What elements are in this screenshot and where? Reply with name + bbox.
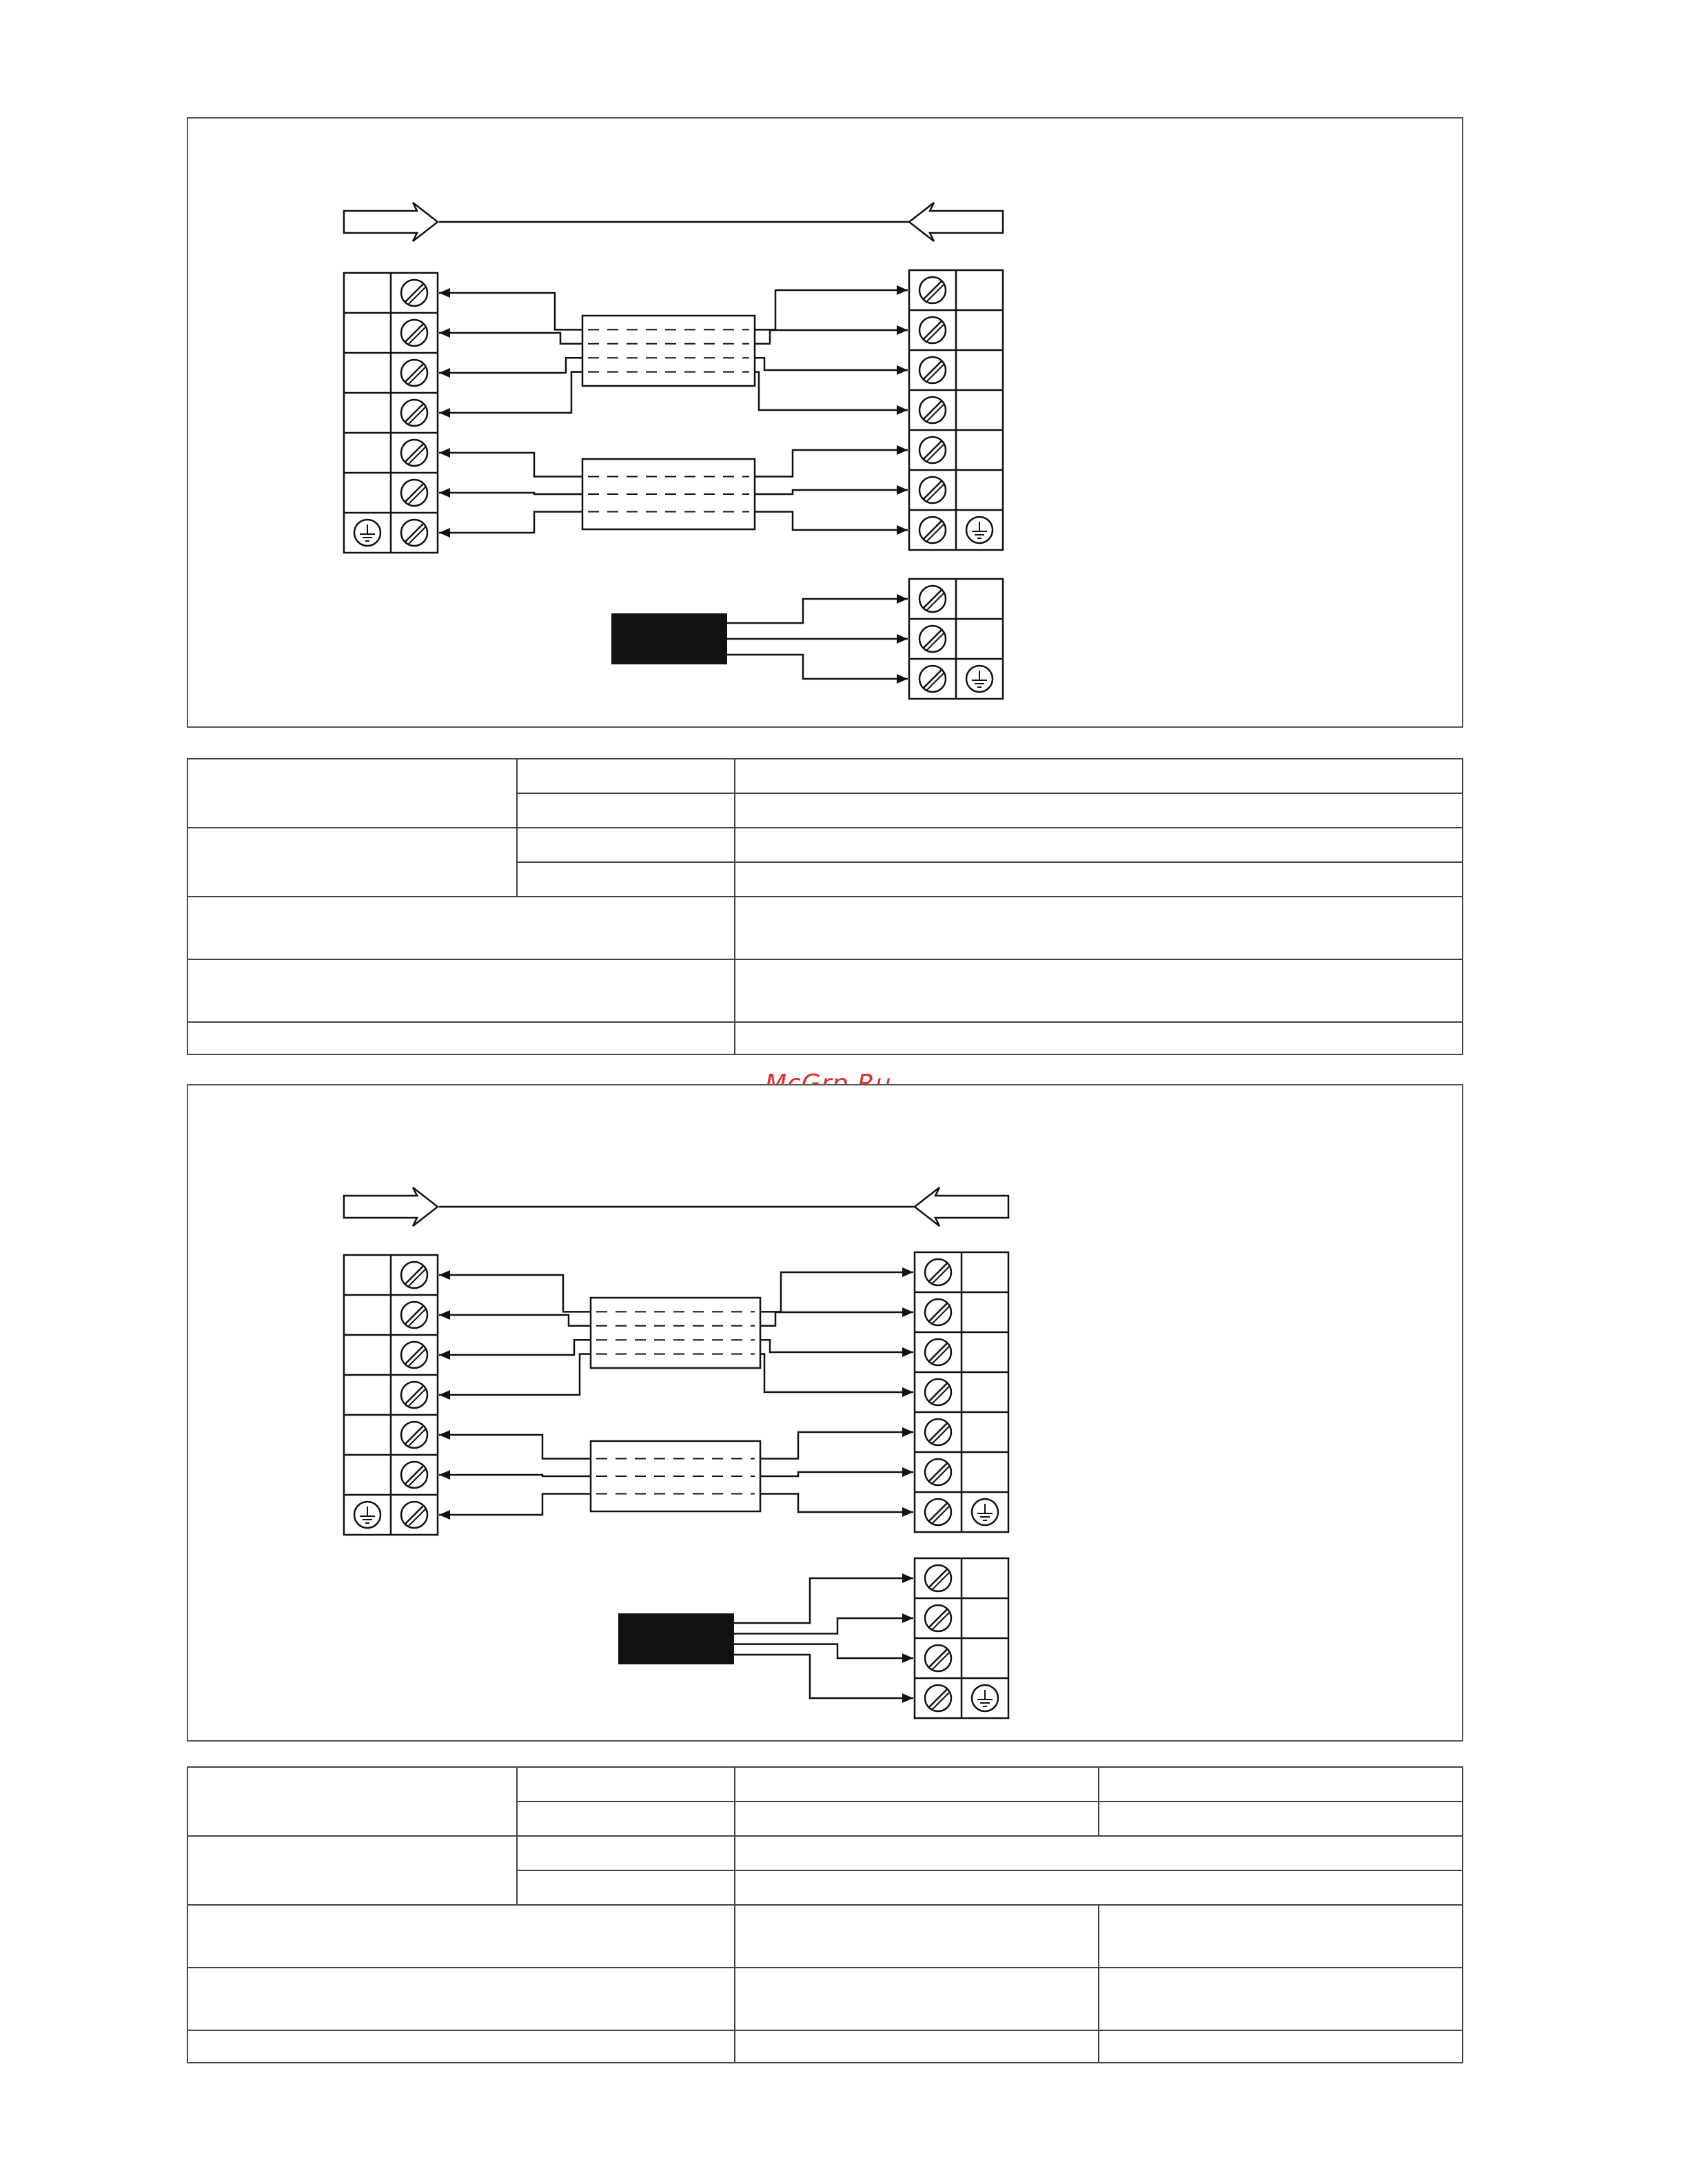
table-cell (517, 1870, 735, 1905)
power-device-block (611, 613, 727, 664)
arrow-head (897, 365, 908, 375)
wire (439, 512, 582, 533)
table-row (187, 959, 1463, 1022)
wire (760, 1432, 913, 1459)
wire (755, 512, 908, 531)
table-cell (1099, 1905, 1463, 1968)
wire (439, 493, 582, 494)
arrow-head (897, 485, 908, 495)
wiring-diagram-1 (187, 117, 1463, 728)
table-cell (187, 828, 517, 897)
wire (439, 1340, 591, 1355)
arrow-head (439, 1390, 450, 1400)
table-row (187, 828, 1463, 862)
wire (727, 655, 908, 679)
table-cell (1099, 1968, 1463, 2030)
wire (439, 453, 582, 477)
arrow-head (902, 1467, 913, 1477)
table-cell (735, 828, 1463, 862)
arrow-head (439, 368, 450, 378)
spec-table-2 (187, 1766, 1463, 2063)
arrow-head (897, 285, 908, 295)
wire (439, 333, 582, 344)
arrow-head (439, 328, 450, 338)
wire (439, 1354, 591, 1395)
arrow-head (439, 528, 450, 538)
cable-shield (582, 459, 755, 529)
wire (760, 1340, 913, 1352)
wire (734, 1578, 913, 1623)
table-cell (735, 897, 1463, 959)
terminal-block-left (344, 1255, 438, 1535)
wire (439, 293, 582, 329)
wiring-diagram-2-canvas (188, 1085, 1465, 1743)
flow-arrow-left (915, 1187, 1008, 1226)
arrow-head (902, 1507, 913, 1517)
table-cell (735, 793, 1463, 828)
arrow-head (902, 1427, 913, 1437)
table-row (187, 2030, 1463, 2063)
wire (760, 1312, 913, 1326)
table-cell (187, 1836, 517, 1905)
arrow-head (902, 1573, 913, 1583)
wiring-diagram-1-canvas (188, 119, 1465, 729)
arrow-head (897, 525, 908, 535)
arrow-head (902, 1613, 913, 1623)
wire (755, 330, 908, 344)
table-cell (517, 1767, 735, 1802)
wire (760, 1354, 913, 1392)
table-cell (517, 1836, 735, 1870)
flow-arrow-left (909, 203, 1003, 241)
wire (439, 1494, 591, 1515)
arrow-head (439, 1470, 450, 1480)
wire (727, 599, 908, 623)
table-cell (735, 759, 1463, 793)
arrow-head (897, 594, 908, 604)
cable-shield (591, 1441, 760, 1511)
spec-table-1 (187, 758, 1463, 1055)
table-cell (1099, 2030, 1463, 2063)
table-cell (1099, 1802, 1463, 1836)
table-cell (187, 897, 735, 959)
cable-shield (582, 316, 755, 386)
table-cell (517, 759, 735, 793)
wire (760, 1472, 913, 1476)
table-cell (735, 959, 1463, 1022)
arrow-head (439, 408, 450, 418)
terminal-block-power (915, 1558, 1008, 1718)
wire (439, 1315, 591, 1326)
flow-arrow-right (344, 1187, 438, 1226)
table-row (187, 897, 1463, 959)
arrow-head (902, 1307, 913, 1317)
table-cell (735, 2030, 1099, 2063)
terminal-block-right (915, 1252, 1008, 1532)
wire (439, 1275, 591, 1312)
table-row (187, 1968, 1463, 2030)
arrow-head (902, 1693, 913, 1703)
flow-arrow-right (344, 203, 438, 241)
table-cell (735, 1802, 1099, 1836)
wire (755, 450, 908, 477)
terminal-block-left (344, 273, 438, 553)
table-cell (187, 1022, 735, 1054)
arrow-head (897, 445, 908, 455)
arrow-head (439, 1430, 450, 1440)
table-cell (735, 1968, 1099, 2030)
table-cell (517, 828, 735, 862)
arrow-head (439, 1350, 450, 1360)
arrow-head (439, 1510, 450, 1520)
arrow-head (439, 1310, 450, 1320)
wiring-diagram-2 (187, 1084, 1463, 1742)
table-cell (735, 1870, 1463, 1905)
table-cell (187, 2030, 735, 2063)
table-cell (735, 1905, 1099, 1968)
wire (760, 1272, 913, 1312)
table-row (187, 1767, 1463, 1802)
arrow-head (902, 1653, 913, 1663)
arrow-head (897, 405, 908, 415)
wire (734, 1644, 913, 1658)
table-row (187, 1905, 1463, 1968)
wire (734, 1655, 913, 1698)
arrow-head (439, 448, 450, 458)
arrow-head (897, 634, 908, 644)
table-cell (187, 959, 735, 1022)
table-cell (517, 793, 735, 828)
cable-shield (591, 1298, 760, 1368)
power-device-block (618, 1613, 734, 1664)
arrow-head (439, 288, 450, 298)
wire (439, 358, 582, 373)
table-cell (517, 862, 735, 897)
wire (734, 1618, 913, 1633)
wire (755, 372, 908, 410)
terminal-block-right (909, 270, 1003, 550)
arrow-head (902, 1347, 913, 1357)
wire (439, 1475, 591, 1476)
arrow-head (439, 488, 450, 498)
arrow-head (897, 674, 908, 684)
arrow-head (439, 1270, 450, 1280)
wire (755, 290, 908, 329)
table-cell (187, 1905, 735, 1968)
table-cell (517, 1802, 735, 1836)
wire (755, 490, 908, 494)
wire (439, 372, 582, 413)
table-cell (187, 1767, 517, 1836)
arrow-head (902, 1387, 913, 1397)
wire (439, 1435, 591, 1459)
wire (760, 1494, 913, 1513)
table-cell (735, 1022, 1463, 1054)
wire (755, 358, 908, 370)
table-cell (187, 1968, 735, 2030)
table-cell (735, 862, 1463, 897)
arrow-head (902, 1267, 913, 1277)
table-cell (1099, 1767, 1463, 1802)
table-row (187, 759, 1463, 793)
terminal-block-power (909, 579, 1003, 699)
table-row (187, 1022, 1463, 1054)
table-row (187, 1836, 1463, 1870)
table-cell (735, 1767, 1099, 1802)
arrow-head (897, 325, 908, 335)
table-cell (187, 759, 517, 828)
table-cell (735, 1836, 1463, 1870)
